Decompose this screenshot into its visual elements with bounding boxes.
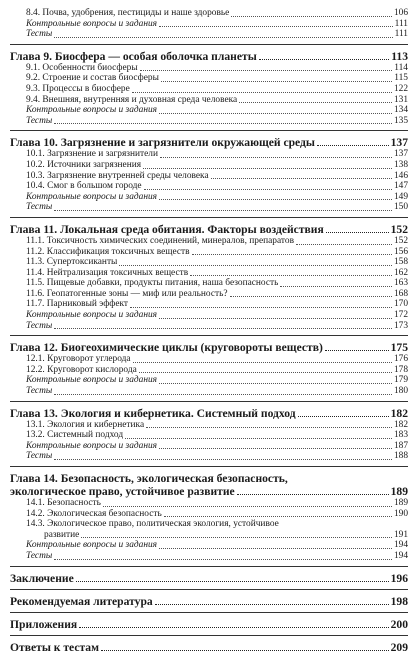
toc-entry-page: 168: [393, 288, 408, 299]
dot-leader: [81, 536, 392, 538]
toc-entry-page: 194: [393, 550, 408, 561]
dot-leader: [159, 112, 392, 114]
dot-leader: [160, 156, 392, 158]
toc-entry-title: Тесты: [26, 29, 53, 40]
toc-entry-page: 189: [393, 498, 408, 508]
toc-entry-page: 146: [393, 170, 408, 181]
toc-entry-page: 173: [393, 320, 408, 331]
section-divider: [10, 130, 408, 131]
dot-leader: [231, 15, 392, 17]
toc-entry-page: 170: [393, 299, 408, 310]
chapter-heading[interactable]: [10, 341, 408, 354]
dot-leader: [54, 393, 392, 395]
toc-entry[interactable]: [10, 116, 408, 127]
toc-entry[interactable]: [10, 386, 408, 397]
toc-entry[interactable]: [10, 540, 408, 551]
toc-entry-title: 10.4. Смог в большом городе: [26, 181, 142, 192]
dot-leader: [119, 264, 392, 266]
toc-entry[interactable]: [10, 105, 408, 116]
toc-entry-title: Тесты: [26, 320, 53, 331]
toc-entry-page: 135: [393, 115, 408, 126]
toc-entry[interactable]: [10, 236, 408, 247]
dot-leader: [298, 415, 389, 417]
toc-entry-page: 194: [393, 540, 408, 551]
chapter-page: 137: [390, 136, 408, 150]
toc-entry-title: 9.1. Особенности биосферы: [26, 62, 138, 73]
chapter-title: Глава 12. Биогеохимические циклы (круговороты веществ): [10, 341, 323, 355]
toc-entry-title: Контрольные вопросы и задания: [26, 18, 158, 29]
section-divider: [10, 44, 408, 45]
toc-entry-page: 183: [393, 430, 408, 441]
toc-entry-title: 11.6. Геопатогенные зоны — миф или реальность?: [26, 288, 228, 299]
dot-leader: [280, 285, 392, 287]
toc-entry-page: 191: [393, 529, 408, 540]
toc-entry[interactable]: [10, 551, 408, 562]
toc-entry-page: 111: [394, 18, 408, 29]
chapter-title: Заключение: [10, 571, 74, 585]
dot-leader: [230, 295, 392, 297]
section-divider: [10, 335, 408, 336]
chapter-page: 198: [390, 594, 408, 608]
section-divider: [10, 217, 408, 218]
toc-entry-title: 11.2. Классификация токсичных веществ: [26, 246, 190, 257]
toc-entry-title: Тесты: [26, 550, 53, 561]
toc-entry-page: 180: [393, 386, 408, 397]
toc-entry[interactable]: [10, 365, 408, 376]
chapter-heading[interactable]: [10, 50, 408, 63]
toc-entry-title: 13.1. Экология и кибернетика: [26, 419, 145, 430]
dot-leader: [237, 493, 389, 495]
dot-leader: [143, 167, 392, 169]
toc-entry-title: 14.1. Безопасность: [26, 498, 101, 508]
dot-leader: [139, 371, 392, 373]
dot-leader: [296, 243, 392, 245]
toc-entry[interactable]: [10, 181, 408, 192]
chapter-title: Ответы к тестам: [10, 640, 100, 654]
toc-entry[interactable]: [10, 289, 408, 300]
dot-leader: [159, 447, 392, 449]
toc-entry[interactable]: [10, 430, 408, 441]
toc-entry-title: Тесты: [26, 202, 53, 213]
dot-leader: [54, 122, 392, 124]
toc-entry[interactable]: [10, 498, 408, 509]
dot-leader: [326, 231, 389, 233]
chapter-title: Рекомендуемая литература: [10, 594, 153, 608]
dot-leader: [132, 91, 392, 93]
section-divider: [10, 612, 408, 613]
toc-entry-page: 179: [393, 375, 408, 386]
toc-entry-page: 134: [393, 105, 408, 116]
dot-leader: [155, 603, 389, 605]
toc-entry-page: 172: [393, 310, 408, 321]
dot-leader: [211, 177, 392, 179]
section-divider: [10, 635, 408, 636]
toc-entry-page: 137: [393, 149, 408, 160]
toc-entry-page: 158: [393, 257, 408, 268]
chapter-heading[interactable]: [10, 136, 408, 149]
chapter-page: 200: [390, 617, 408, 631]
chapter-heading[interactable]: [10, 407, 408, 420]
toc-entry[interactable]: [10, 530, 408, 541]
dot-leader: [54, 558, 392, 560]
dot-leader: [146, 426, 392, 428]
chapter-heading[interactable]: [10, 572, 408, 585]
dot-leader: [103, 505, 392, 507]
toc-entry-title: 8.4. Почва, удобрения, пестициды и наше здоровье: [26, 8, 230, 18]
dot-leader: [125, 437, 392, 439]
toc-entry-page: 147: [393, 181, 408, 192]
toc-entry[interactable]: [10, 420, 408, 431]
toc-entry[interactable]: [10, 192, 408, 203]
chapter-heading[interactable]: [10, 223, 408, 236]
toc-entry[interactable]: [10, 171, 408, 182]
toc-entry-title: Тесты: [26, 386, 53, 397]
chapter-heading[interactable]: [10, 641, 408, 654]
toc-entry-page: 163: [393, 278, 408, 289]
toc-entry-title: Контрольные вопросы и задания: [26, 191, 158, 202]
dot-leader: [159, 25, 393, 27]
dot-leader: [159, 382, 392, 384]
toc-entry[interactable]: [10, 73, 408, 84]
dot-leader: [140, 69, 393, 71]
dot-leader: [159, 317, 392, 319]
dot-leader: [101, 649, 389, 651]
toc-entry-title: 11.1. Токсичность химических соединений, минералов, препаратов: [26, 235, 294, 246]
toc-entry[interactable]: [10, 29, 408, 40]
dot-leader: [54, 36, 392, 38]
toc-entry-title: Контрольные вопросы и задания: [26, 375, 158, 386]
table-of-contents: [10, 8, 408, 654]
toc-entry-title: 9.3. Процессы в биосфере: [26, 83, 130, 94]
toc-entry[interactable]: [10, 441, 408, 452]
chapter-title: Глава 10. Загрязнение и загрязнители окружающей среды: [10, 136, 315, 150]
dot-leader: [159, 547, 392, 549]
toc-entry[interactable]: [10, 375, 408, 386]
toc-entry-title: Тесты: [26, 115, 53, 126]
dot-leader: [190, 274, 392, 276]
toc-entry-title: 13.2. Системный подход: [26, 430, 124, 441]
toc-entry-title: Контрольные вопросы и задания: [26, 540, 158, 551]
chapter-page: 189: [390, 485, 408, 498]
toc-entry-title: 9.2. Строение и состав биосферы: [26, 73, 159, 84]
toc-entry[interactable]: [10, 84, 408, 95]
toc-entry[interactable]: [10, 95, 408, 106]
toc-entry[interactable]: [10, 247, 408, 258]
chapter-heading[interactable]: [10, 618, 408, 631]
chapter-page: 182: [390, 406, 408, 420]
toc-entry-title: 10.3. Загрязнение внутренней среды человека: [26, 170, 209, 181]
dot-leader: [259, 58, 389, 60]
toc-entry-page: 115: [394, 73, 408, 84]
toc-entry[interactable]: [10, 451, 408, 462]
chapter-title-line: Глава 14. Безопасность, экологическая безопасность,: [10, 472, 288, 485]
chapter-title: экологическое право, устойчивое развитие: [10, 485, 235, 498]
dot-leader: [130, 306, 392, 308]
section-divider: [10, 589, 408, 590]
dot-leader: [325, 349, 389, 351]
toc-entry-title: 14.2. Экологическая безопасность: [26, 508, 162, 519]
toc-entry[interactable]: [10, 160, 408, 171]
toc-entry-title: 10.2. Источники загрязнения: [26, 159, 142, 170]
toc-entry[interactable]: [10, 321, 408, 332]
dot-leader: [144, 188, 392, 190]
dot-leader: [164, 515, 392, 517]
toc-entry[interactable]: [10, 63, 408, 74]
toc-entry-page: 149: [393, 191, 408, 202]
toc-entry-title: 9.4. Внешняя, внутренняя и духовная среда человека: [26, 94, 238, 105]
toc-entry-title: Тесты: [26, 451, 53, 462]
chapter-heading[interactable]: [10, 485, 408, 498]
toc-entry-page: 187: [393, 440, 408, 451]
toc-entry-title-line: 14.3. Экологическое право, политическая экология, устойчивое: [26, 519, 279, 530]
toc-entry[interactable]: [10, 257, 408, 268]
chapter-title: Глава 11. Локальная среда обитания. Факторы воздействия: [10, 222, 324, 236]
dot-leader: [54, 327, 392, 329]
dot-leader: [54, 458, 392, 460]
toc-entry-page: 156: [393, 246, 408, 257]
toc-entry-title: Контрольные вопросы и задания: [26, 105, 158, 116]
toc-entry[interactable]: [10, 310, 408, 321]
toc-entry-title: 12.1. Круговорот углерода: [26, 354, 131, 365]
toc-entry-page: 152: [393, 235, 408, 246]
dot-leader: [161, 80, 392, 82]
toc-entry-page: 182: [393, 419, 408, 430]
toc-entry-title: 11.7. Парниковый эффект: [26, 299, 129, 310]
chapter-page: 152: [390, 222, 408, 236]
section-divider: [10, 566, 408, 567]
toc-entry-page: 162: [393, 267, 408, 278]
dot-leader: [317, 144, 389, 146]
toc-entry-page: 131: [393, 94, 408, 105]
chapter-page: 196: [390, 571, 408, 585]
chapter-title: Глава 13. Экология и кибернетика. Системный подход: [10, 406, 296, 420]
dot-leader: [159, 198, 392, 200]
toc-entry-page: 138: [393, 159, 408, 170]
toc-entry[interactable]: [10, 278, 408, 289]
toc-entry-title: 10.1. Загрязнение и загрязнители: [26, 149, 158, 160]
dot-leader: [76, 580, 389, 582]
toc-entry-page: 178: [393, 364, 408, 375]
toc-entry-title: развитие: [44, 529, 80, 540]
toc-entry-page: 114: [394, 62, 408, 73]
toc-entry-page: 176: [393, 354, 408, 365]
toc-entry-page: 190: [393, 508, 408, 519]
toc-entry[interactable]: [10, 354, 408, 365]
section-divider: [10, 401, 408, 402]
toc-entry-title: Контрольные вопросы и задания: [26, 440, 158, 451]
toc-entry-title: 11.3. Супертоксиканты: [26, 257, 118, 268]
toc-entry[interactable]: [10, 149, 408, 160]
toc-entry[interactable]: [10, 19, 408, 30]
toc-entry-title: 12.2. Круговорот кислорода: [26, 364, 137, 375]
chapter-title: Глава 9. Биосфера — особая оболочка планеты: [10, 49, 257, 63]
toc-entry[interactable]: [10, 268, 408, 279]
chapter-page: 113: [391, 49, 408, 63]
toc-entry-page: 188: [393, 451, 408, 462]
toc-entry-title: 11.5. Пищевые добавки, продукты питания, наша безопасность: [26, 278, 279, 289]
toc-entry-title: Контрольные вопросы и задания: [26, 310, 158, 321]
dot-leader: [54, 209, 392, 211]
dot-leader: [192, 253, 392, 255]
toc-entry[interactable]: [10, 299, 408, 310]
dot-leader: [79, 626, 388, 628]
toc-entry-page: 150: [393, 202, 408, 213]
toc-entry-title: 11.4. Нейтрализация токсичных веществ: [26, 267, 189, 278]
toc-entry-page: 111: [394, 29, 408, 40]
dot-leader: [239, 101, 392, 103]
chapter-heading[interactable]: [10, 595, 408, 608]
chapter-page: 209: [390, 640, 408, 654]
toc-entry[interactable]: [10, 509, 408, 520]
chapter-page: 175: [390, 341, 408, 355]
toc-entry-page: 122: [393, 83, 408, 94]
toc-entry[interactable]: [10, 202, 408, 213]
dot-leader: [133, 361, 392, 363]
toc-entry-page: 106: [393, 8, 408, 18]
chapter-title: Приложения: [10, 617, 78, 631]
toc-entry[interactable]: [10, 8, 408, 19]
section-divider: [10, 466, 408, 467]
